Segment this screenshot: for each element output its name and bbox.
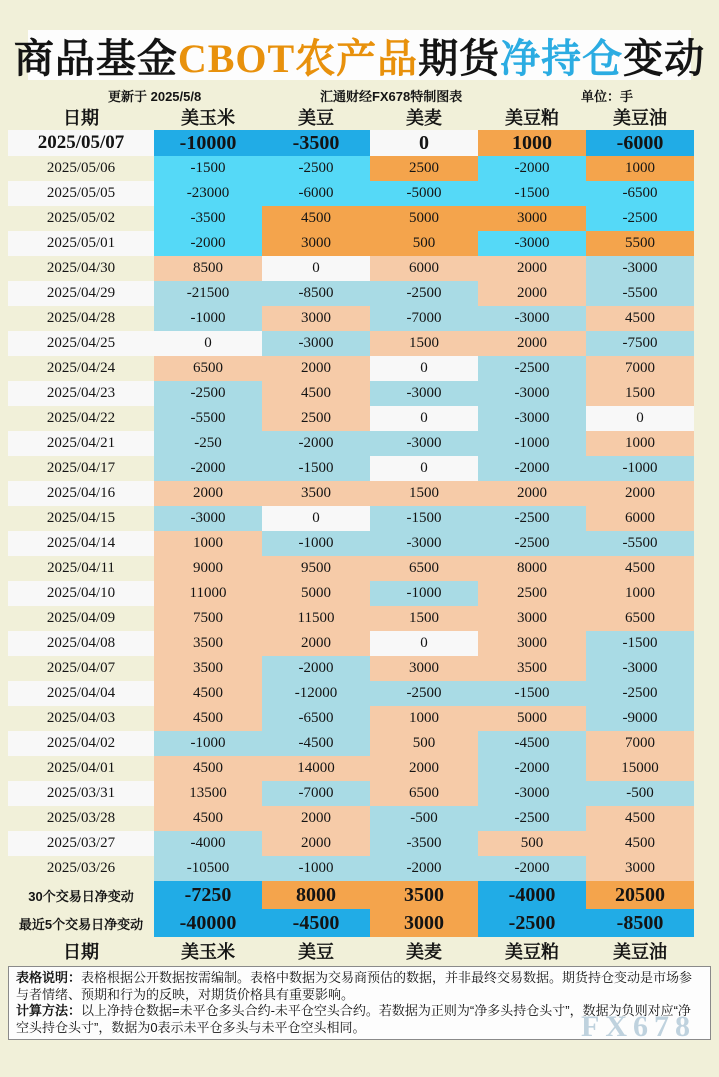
date-cell: 2025/04/25 — [8, 331, 154, 356]
column-header: 美豆粕 — [505, 108, 559, 128]
value-cell: -2500 — [154, 381, 262, 406]
column-header: 美豆油 — [613, 942, 667, 962]
value-cell: 2000 — [478, 281, 586, 306]
value-cell: 7500 — [154, 606, 262, 631]
column-header: 美豆油 — [613, 108, 667, 128]
value-cell: 2000 — [262, 356, 370, 381]
summary-value-cell: -4500 — [262, 909, 370, 937]
value-cell: 5500 — [586, 231, 694, 256]
value-cell: -500 — [370, 806, 478, 831]
source-label: 汇通财经FX678特制图表 — [319, 88, 463, 104]
value-cell: -250 — [154, 431, 262, 456]
value-cell: 500 — [370, 731, 478, 756]
value-cell: 14000 — [262, 756, 370, 781]
value-cell: 2500 — [262, 406, 370, 431]
value-cell: -1000 — [370, 581, 478, 606]
value-cell: -3000 — [154, 506, 262, 531]
value-cell: -2000 — [478, 756, 586, 781]
value-cell: -3000 — [478, 306, 586, 331]
table-row — [8, 381, 694, 406]
value-cell: -6000 — [262, 181, 370, 206]
value-cell: 1000 — [370, 706, 478, 731]
table-row — [8, 806, 694, 831]
column-header: 美玉米 — [181, 108, 235, 128]
value-cell: 3000 — [478, 606, 586, 631]
value-cell: -10000 — [154, 130, 262, 156]
date-cell: 2025/04/15 — [8, 506, 154, 531]
value-cell: -3000 — [478, 381, 586, 406]
value-cell: 1000 — [586, 581, 694, 606]
table-row — [8, 231, 694, 256]
summary-value-cell: -2500 — [478, 909, 586, 937]
value-cell: 3000 — [478, 631, 586, 656]
value-cell: -10500 — [154, 856, 262, 881]
value-cell: -2500 — [478, 531, 586, 556]
update-date: 更新于 2025/5/8 — [108, 88, 202, 104]
value-cell: 3500 — [478, 656, 586, 681]
value-cell: -1500 — [370, 506, 478, 531]
notes-label-2: 计算方法： — [16, 1003, 82, 1018]
value-cell: -2500 — [370, 681, 478, 706]
date-cell: 2025/05/06 — [8, 156, 154, 181]
value-cell: -3500 — [262, 130, 370, 156]
value-cell: -3000 — [478, 781, 586, 806]
table-header — [8, 104, 694, 130]
value-cell: -2500 — [478, 506, 586, 531]
date-cell: 2025/04/21 — [8, 431, 154, 456]
summary-value-cell: -4000 — [478, 881, 586, 909]
value-cell: 4500 — [154, 681, 262, 706]
value-cell: 7000 — [586, 356, 694, 381]
meta-row — [8, 86, 711, 104]
notes-label-1: 表格说明： — [16, 970, 82, 985]
value-cell: -2000 — [262, 431, 370, 456]
value-cell: 2500 — [478, 581, 586, 606]
value-cell: -4500 — [262, 731, 370, 756]
value-cell: -3000 — [586, 256, 694, 281]
value-cell: -2000 — [262, 656, 370, 681]
notes-text-1: 表格根据公开数据按需编制。表格中数据为交易商预估的数据，并非最终交易数据。期货持仓变动是市场参与者情绪、预期和行为的反映，对期货价格具有重要影响。 — [16, 970, 693, 1002]
value-cell: -1500 — [586, 631, 694, 656]
value-cell: -3000 — [586, 656, 694, 681]
table-row — [8, 831, 694, 856]
value-cell: -5000 — [370, 181, 478, 206]
column-header: 美豆粕 — [505, 942, 559, 962]
value-cell: 1000 — [586, 431, 694, 456]
summary-value-cell: 3500 — [370, 881, 478, 909]
value-cell: -3000 — [478, 231, 586, 256]
value-cell: 1500 — [370, 606, 478, 631]
value-cell: 1000 — [586, 156, 694, 181]
value-cell: 1500 — [370, 331, 478, 356]
summary-value-cell: 3000 — [370, 909, 478, 937]
title-segment: CBOT农产品 — [177, 35, 419, 81]
summary-value-cell: -40000 — [154, 909, 262, 937]
value-cell: -2000 — [478, 456, 586, 481]
page — [0, 30, 719, 1077]
value-cell: -2000 — [478, 156, 586, 181]
value-cell: 15000 — [586, 756, 694, 781]
column-header: 日期 — [63, 108, 99, 128]
value-cell: 6500 — [370, 556, 478, 581]
date-cell: 2025/04/14 — [8, 531, 154, 556]
value-cell: -3000 — [262, 331, 370, 356]
value-cell: 0 — [370, 130, 478, 156]
value-cell: 1500 — [370, 481, 478, 506]
date-cell: 2025/05/01 — [8, 231, 154, 256]
value-cell: 2000 — [478, 481, 586, 506]
value-cell: 2000 — [370, 756, 478, 781]
column-header: 美玉米 — [181, 942, 235, 962]
table-row — [8, 431, 694, 456]
summary-value-cell: -8500 — [586, 909, 694, 937]
table-row — [8, 406, 694, 431]
table-row — [8, 481, 694, 506]
value-cell: 11000 — [154, 581, 262, 606]
value-cell: 2000 — [478, 256, 586, 281]
value-cell: 1000 — [154, 531, 262, 556]
value-cell: -6500 — [262, 706, 370, 731]
value-cell: -7000 — [370, 306, 478, 331]
title-segment: 期货 — [418, 35, 501, 81]
value-cell: 6500 — [154, 356, 262, 381]
value-cell: 3000 — [262, 231, 370, 256]
title-segment: 变动 — [623, 35, 706, 81]
summary-row — [8, 881, 694, 909]
value-cell: 5000 — [478, 706, 586, 731]
column-header: 美麦 — [406, 942, 442, 962]
summary-value-cell: -7250 — [154, 881, 262, 909]
value-cell: -12000 — [262, 681, 370, 706]
table-row — [8, 506, 694, 531]
table-row — [8, 681, 694, 706]
value-cell: 3000 — [586, 856, 694, 881]
value-cell: 9500 — [262, 556, 370, 581]
date-cell: 2025/04/16 — [8, 481, 154, 506]
value-cell: -2500 — [262, 156, 370, 181]
date-cell: 2025/03/27 — [8, 831, 154, 856]
value-cell: -2500 — [478, 806, 586, 831]
date-cell: 2025/05/05 — [8, 181, 154, 206]
value-cell: -1500 — [478, 181, 586, 206]
value-cell: 13500 — [154, 781, 262, 806]
value-cell: 0 — [370, 631, 478, 656]
date-cell: 2025/04/11 — [8, 556, 154, 581]
title-segment: 商品基金 — [13, 35, 178, 81]
value-cell: 6500 — [586, 606, 694, 631]
value-cell: -1500 — [262, 456, 370, 481]
value-cell: -500 — [586, 781, 694, 806]
value-cell: -5500 — [154, 406, 262, 431]
value-cell: 1000 — [478, 130, 586, 156]
date-cell: 2025/04/09 — [8, 606, 154, 631]
date-cell: 2025/04/04 — [8, 681, 154, 706]
value-cell: -1000 — [478, 431, 586, 456]
column-header: 美麦 — [406, 108, 442, 128]
value-cell: 4500 — [586, 831, 694, 856]
value-cell: 3000 — [262, 306, 370, 331]
value-cell: 2000 — [262, 806, 370, 831]
date-cell: 2025/04/08 — [8, 631, 154, 656]
value-cell: -1500 — [154, 156, 262, 181]
date-cell: 2025/04/17 — [8, 456, 154, 481]
value-cell: 500 — [478, 831, 586, 856]
value-cell: -3000 — [370, 431, 478, 456]
value-cell: 0 — [586, 406, 694, 431]
date-cell: 2025/03/26 — [8, 856, 154, 881]
value-cell: 2500 — [370, 156, 478, 181]
table-row — [8, 781, 694, 806]
value-cell: 5000 — [370, 206, 478, 231]
value-cell: 3000 — [478, 206, 586, 231]
value-cell: -4000 — [154, 831, 262, 856]
fx678-watermark: FX678 — [581, 1009, 696, 1043]
value-cell: -6000 — [586, 130, 694, 156]
value-cell: 1500 — [586, 381, 694, 406]
date-cell: 2025/05/02 — [8, 206, 154, 231]
value-cell: -2500 — [370, 281, 478, 306]
date-cell: 2025/04/23 — [8, 381, 154, 406]
value-cell: 8500 — [154, 256, 262, 281]
summary-row — [8, 909, 694, 937]
summary-value-cell: 20500 — [586, 881, 694, 909]
date-cell: 2025/04/07 — [8, 656, 154, 681]
value-cell: 4500 — [154, 806, 262, 831]
value-cell: -1000 — [586, 456, 694, 481]
value-cell: 0 — [370, 456, 478, 481]
table-row — [8, 331, 694, 356]
value-cell: 4500 — [154, 706, 262, 731]
value-cell: 2000 — [478, 331, 586, 356]
value-cell: -2500 — [586, 681, 694, 706]
value-cell: -5500 — [586, 281, 694, 306]
summary-label: 最近5个交易日净变动 — [8, 909, 154, 937]
summary-rows — [8, 881, 694, 937]
value-cell: -3000 — [370, 531, 478, 556]
table-row — [8, 606, 694, 631]
value-cell: -8500 — [262, 281, 370, 306]
value-cell: -3000 — [478, 406, 586, 431]
value-cell: -7000 — [262, 781, 370, 806]
date-cell: 2025/03/31 — [8, 781, 154, 806]
notes-box — [8, 966, 711, 1043]
date-cell: 2025/04/02 — [8, 731, 154, 756]
value-cell: 0 — [262, 506, 370, 531]
value-cell: 4500 — [586, 806, 694, 831]
value-cell: -2000 — [154, 231, 262, 256]
value-cell: 3500 — [262, 481, 370, 506]
date-cell: 2025/04/10 — [8, 581, 154, 606]
value-cell: -1500 — [478, 681, 586, 706]
value-cell: 2000 — [154, 481, 262, 506]
table-footer-header — [8, 937, 694, 965]
value-cell: -3500 — [154, 206, 262, 231]
table-row — [8, 281, 694, 306]
value-cell: 5000 — [262, 581, 370, 606]
value-cell: -21500 — [154, 281, 262, 306]
value-cell: 2000 — [586, 481, 694, 506]
value-cell: -3000 — [370, 381, 478, 406]
value-cell: 500 — [370, 231, 478, 256]
column-header: 美豆 — [298, 108, 334, 128]
title-segment: 净持仓 — [500, 35, 624, 81]
value-cell: 3500 — [154, 631, 262, 656]
positions-table — [8, 104, 694, 965]
date-cell: 2025/04/01 — [8, 756, 154, 781]
value-cell: -1000 — [262, 531, 370, 556]
date-cell: 2025/05/07 — [8, 130, 154, 156]
value-cell: -2000 — [370, 856, 478, 881]
value-cell: -2000 — [478, 856, 586, 881]
table-row — [8, 856, 694, 881]
table-row — [8, 531, 694, 556]
value-cell: 6500 — [370, 781, 478, 806]
value-cell: 3000 — [370, 656, 478, 681]
value-cell: 7000 — [586, 731, 694, 756]
value-cell: 8000 — [478, 556, 586, 581]
value-cell: -23000 — [154, 181, 262, 206]
date-cell: 2025/04/28 — [8, 306, 154, 331]
value-cell: -2500 — [478, 356, 586, 381]
value-cell: 0 — [370, 406, 478, 431]
date-cell: 2025/04/30 — [8, 256, 154, 281]
value-cell: 3500 — [154, 656, 262, 681]
value-cell: -2000 — [154, 456, 262, 481]
value-cell: 4500 — [262, 206, 370, 231]
value-cell: 6000 — [586, 506, 694, 531]
date-cell: 2025/03/28 — [8, 806, 154, 831]
table-row — [8, 206, 694, 231]
value-cell: -5500 — [586, 531, 694, 556]
value-cell: 2000 — [262, 831, 370, 856]
column-header: 美豆 — [298, 942, 334, 962]
value-cell: -3500 — [370, 831, 478, 856]
notes-text-2: 以上净持仓数据=未平仓多头合约-未平仓空头合约。若数据为正则为“净多头持仓头寸”，数据为负则对应“净空头持仓头寸”，数据为0表示未平仓多头与未平仓空头相同。 — [16, 1003, 691, 1035]
table-row — [8, 731, 694, 756]
table-row — [8, 256, 694, 281]
table-row — [8, 181, 694, 206]
value-cell: 2000 — [262, 631, 370, 656]
column-header: 日期 — [63, 942, 99, 962]
unit-label: 单位：手 — [580, 88, 633, 104]
table-row — [8, 581, 694, 606]
value-cell: 6000 — [370, 256, 478, 281]
table-row — [8, 456, 694, 481]
value-cell: 0 — [370, 356, 478, 381]
table-row — [8, 706, 694, 731]
table-row — [8, 130, 694, 156]
value-cell: 4500 — [586, 556, 694, 581]
value-cell: 9000 — [154, 556, 262, 581]
value-cell: 0 — [154, 331, 262, 356]
table-row — [8, 656, 694, 681]
value-cell: 0 — [262, 256, 370, 281]
value-cell: -2500 — [586, 206, 694, 231]
date-cell: 2025/04/22 — [8, 406, 154, 431]
table-body — [8, 130, 694, 881]
value-cell: -1000 — [154, 731, 262, 756]
value-cell: -4500 — [478, 731, 586, 756]
table-row — [8, 556, 694, 581]
value-cell: 11500 — [262, 606, 370, 631]
value-cell: 4500 — [154, 756, 262, 781]
summary-value-cell: 8000 — [262, 881, 370, 909]
table-row — [8, 756, 694, 781]
value-cell: -7500 — [586, 331, 694, 356]
value-cell: 4500 — [262, 381, 370, 406]
table-row — [8, 356, 694, 381]
value-cell: -1000 — [154, 306, 262, 331]
value-cell: -9000 — [586, 706, 694, 731]
value-cell: 4500 — [586, 306, 694, 331]
table-row — [8, 156, 694, 181]
date-cell: 2025/04/03 — [8, 706, 154, 731]
page-title — [13, 30, 706, 81]
summary-label: 30个交易日净变动 — [8, 881, 154, 909]
table-row — [8, 306, 694, 331]
date-cell: 2025/04/29 — [8, 281, 154, 306]
value-cell: -1000 — [262, 856, 370, 881]
value-cell: -6500 — [586, 181, 694, 206]
date-cell: 2025/04/24 — [8, 356, 154, 381]
table-row — [8, 631, 694, 656]
